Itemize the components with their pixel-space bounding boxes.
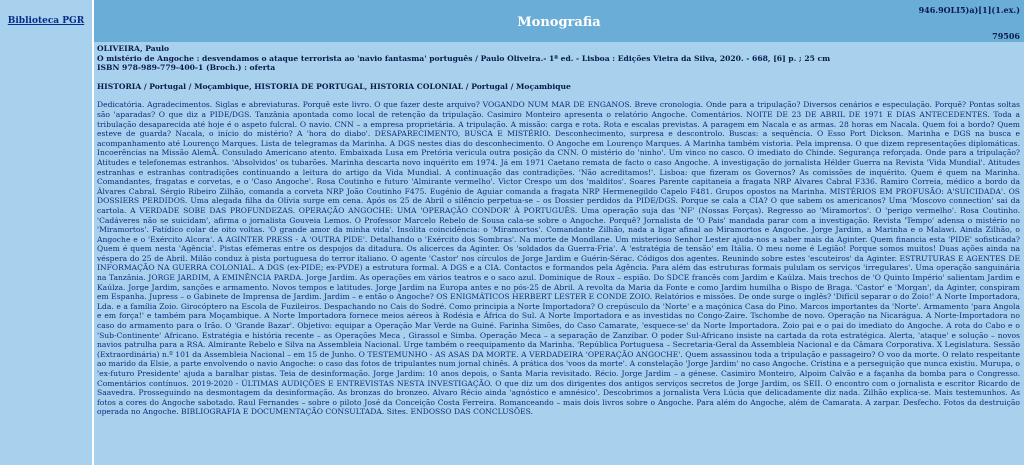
library-home-link[interactable]: Biblioteca PGR	[7, 16, 85, 26]
author: OLIVEIRA, Paulo	[97, 44, 170, 53]
bibliographic-block	[97, 44, 1020, 73]
page-title: Monografia	[517, 15, 601, 30]
summary: Dedicatória. Agradecimentos. Siglas e abreviaturas. Porquê este livro. O que fazer deste arquivo? VOGANDO NUM MAR DE ENGANOS. Breve cronologia. Onde para a tripulação? Diversos cenários e especulação. Porquê? Pontas soltas são 'aparadas? O que diz a PIDE/DGS. Tanzânia apontada como local de retenção da tripulação. Casimiro Monteiro apresenta o relatório Angoche. Comentários. NOITE DE 23 DE ABRIL DE 1971 E DIAS ANTECEDENTES. Toda a tribulação desaparecida até hoje é o aspeto fulcral. O navio. CNN – a empresa proprietária. A tripulação. A missão: carga e rota. Rota e escalas previstas. A paragem em Nacala e as armas. 28 horas em Nacala. Quem foi a bordo? Quem esteve de guarda? Nacala, o início do mistério? A 'hora do diabo'. DESAPARECIMENTO, BUSCA E MISTÉRIO. Desconhecimento, surpresa e descontrolo. Buscas: a sequência. O Esso Port Dickson. Marinha e DGS na busca e acompanhamento até Lourenço Marques. Lista de telegramas da Marinha. A DGS nestes dias do desconhecimento. O Angoche em Lourenço Marques. A Marinha também vistoria. Pela imprensa. O que dizem representações diplomáticas. Incoerências na Missão AlemÃ. Consulado Americano atento. Embaixada Lusa em Pretória vericula outra posição da CNN. O mistério do 'ninho'. Um vinco no casco. O imediato do Chinde. Segurança reforçada. Onde para a tripulação? Atitudes e telefonemas estranhos. 'Absolvidos' os tubarões. Marinha descarta novo inquérito em 1974. Já em 1971 Caetano remata de facto o caso Angoche. A investigação do jornalista Hélder Guerra na Revista 'Vida Mundial'. Atitudes estranhas e estranhas contradições continuando a leitura do artigo da Vida Mundial. A continuação das contradições. 'Não acreditamos!'. Lisboa: que fizeram os Governos? As comissões de inquérito. Quem é quem na Marinha. Comandantes, fragatas e corvetas, e o 'Caso Angoche'. Rosa Coutinho e futuro 'Almirante vermelho'. Victor Crespo um dos 'malditos'. Soares Parente capitaneia a fragata NRP Alvares Cabral F336. Ramiro Correia, médico a bordo da Álvares Cabral. Sérgio Ribeiro Zilhão, comanda a corveta NRP João Coutinho F475. Eugénio de Aguiar comanda a fragata NRP Hermenegildo Capelo F481. Grupos opostos na Marinha. MISTÉRIOS EM PROFUSÃO: A'SUICIDADA'. OS DOSSIERS PERDIDOS. Uma alegada filha da Olívia surge em cena. Após os 25 de Abril o silêncio perpetua-se – os Dossier perdidos da PIDE/DGS. Porque se cala a CIA? O que sabem os americanos? Uma 'Moscovo connection' sai da cartola. A VERDADE SOBE DAS PROFUNDEZAS. OPERAÇÃO ANGOCHE: UMA 'OPERAÇÃO CONDOR' À PORTUGUÊS. Uma operação suja das 'NF' (Nossas Forças). Regresso ao 'Miramortos'. O 'perigo vermelho'. Rosa Coutinho. 'Cadáveres não se suicidam', afirma o jornalista Gouveia Lemos. O Professor Marcelo Rebelo de Sousa cala-se sobre o Angoche. Porquê? Jornalista de 'O Pais' mandada parar com a investigação. Revista 'Tempo' adensa o mistério no 'Miramortos'. Fatídico colar de oito voltas. 'O grande amor da minha vida'. Insólita coincidência: o 'Miramortos'. Comandante Zilhão, nada a ligar afinal ao Miramortos e Angoche. Jorge Jardim, a Marinha e o Malawi. Ainda Zilhão, o Angoche e o 'Exército Alcora'. A AGINTER PRESS - A 'OUTRA PIDE'. Detalhando o 'Exército dos Sombras'. Na morte de Mondlane. Um misterioso Senhor Lester ajuda-nos a saber mais da Aginter. Quem financia esta 'PIDE' sofisticada? Quem é quem nesta 'Agência'. Pistas efémeras entre os despojos da ditadura. Os alicerces da Aginter. Os 'soldados da Guerra-Fria'. A 'estratégia de tensão' em Itália. O meu nome é Legião! Porque somos muitos! Duas ações ainda na véspera do 25 de Abril. Milão conduz à pista portuguesa do terror italiano. O agente 'Castor' nos círculos de Jorge Jardim e Guérin-Sérac. Códigos dos agentes. Reunindo sobre estes 'escuteiros' da Aginter. ESTRUTURAS E AGENTES DE INFORMAÇÃO NA GUERRA COLONIAL. A DGS (ex-PIDE; ex-PVDE) a estrutura formal. A DGS e a CIA. Contactos e formandos pela Agência. Para além das estruturas formais pululam os serviços 'irregulares'. Uma operação sanguinária na Tanzânia. JORGE JARDIM, A EMINÊNCIA PARDA. Jorge Jardim. As operações em vários teatros e o saco azul. Dominique de Roux – espião. Do SDCE francês com Jardim e Kaúlza. Mais trechos de 'O Quinto Império' salientam Jardim e Kaúlza. Jorge Jardim, sanções e armamento. Novos tempos e latitudes. Jorge Jardim na Europa antes e no pós-25 de Abril. A revolta da Maria da Fonte e como Jardim humilha o Bispo de Braga. 'Castor' e 'Morgan', da Aginter, conspiram em Espanha. Jupress – o Gabinete de Imprensa de Jardim. Jardim – e então o Angoche? OS ENIGMÁTICOS HERBERT LESTER E CONDE ZOIO. Relatórios e missões. De onde surge o inglês? 'Difícil separar o do Zoio!' A Norte Importadora, Lda. e a família Zoio. Girocóptero na Escola de Fuzileiros. Despachando no Cais do Sodré. Como principia a Norte Importadora? O crepúsculo da 'Norte' e a maçónica Casa do Pino. Marcos importantes da 'Norte'. Armamento 'para Angola e em força!' e também para Moçambique. A Norte Importadora fornece meios aéreos à Rodésia e África do Sul. A Norte Importadora e as investidas no Congo-Zaire. Tschombe de novo. Operação na Nicarágua. A Norte-Importadora no caso do armamento para o Irão. O 'Grande Bazar'. Objetivo: equipar a Operação Mar Verde na Guiné. Farinha Simões, do Caso Camarate, 'esquece-se' da Norte Importadora. Zoio pai e o pai do imediato do Angoche. A rota do Cabo e o 'Sub-Continente' Africano. Estratégia e história recente – as Operações Meca , Girassol e Simba. Operação Meca – a separação de Zanzibar. O poder Sul-Africano insiste na cartada da rota estratégica. Alerta, 'ataque' e solução – novos navios patrulha para a RSA. Almirante Rebelo e Silva na Assembleia Nacional. Urge também o reequipamento da Marinha. 'República Portuguesa – Secretaria-Geral da Assembleia Nacional e da Câmara Corporativa. X Legislatura. Sessão (Extraordinária) n.º 101 da Assembleia Nacional – em 15 de Junho. O TESTEMUNHO - AS ASAS DA MORTE. A VERDADEIRA 'OPERAÇÃO ANGOCHE'. Quem assassinou toda a tripulação e passageiro? O voo da morte. O relato respeitante ao marido da Elsie, a parte envolvendo o navio Angoche: o caso das fotos de tripulantes num jornal chinês. A prática dos 'voos da morte'. A constelação 'Jorge Jardim' no caso Angoche. Cristina e a perseguição que nunca existiu. Murupa, o 'ex-futuro Presidente' ajuda a baralhar pistas. Teia de desinformação. Jorge Jardim: 10 anos depois, o Santa Maria revisitado. Récio. Jorge Jardim – a génese. Casimiro Monteiro, Alpoim Calvão e a façanha da bomba para o Congresso. Comentários contínuos. 2019-2020 - ÚLTIMAS AUDIÇÕES E ENTREVISTAS NESTA INVESTIGAÇÃO. O que diz um dos dirigentes dos antigos serviços secretos de Jorge Jardim, os SEII. O encontro com o jornalista e escritor Ricardo de Saavedra. Prosseguindo na desmontagem da desinformação. As bronzas do bronzeo. Alvaro Récio ainda 'agnóstico e amnésico'. Descobrimos a jornalista Vera Lúcia que delicadamente diz nada. Zilhão explica-se. Mais testemunhos. As fotos a cores do Angoche sabotado. Raul Fernandes – sobre o piloto José da Conceição Costa Ferreira. Romanceando – mais dois livros sobre o Angoche. Para além do Angoche, além de Camarata. A zarpar. Desfecho. Fotos da destruição operada no Angoche. BIBLIOGRAFIA E DOCUMENTAÇÃO CONSULTADA. Sites. ENDOSSO DAS CONCLUSÕES.	[97, 100, 1020, 417]
shelfmark: 946.9OLI5)a)[1](1.ex.)	[918, 5, 1020, 15]
body-row	[0, 42, 1024, 465]
header-row	[0, 0, 1024, 42]
record-content	[94, 42, 1024, 465]
left-strip	[0, 42, 94, 465]
subjects: HISTORIA / Portugal / Moçambique, HISTORIA DE PORTUGAL, HISTORIA COLONIAL / Portugal / Moçambique	[97, 81, 571, 91]
isbn: ISBN 978-989-779-400-1 (Broch.) : oferta	[97, 63, 276, 73]
nav-cell	[0, 0, 94, 42]
record-number: 79506	[992, 31, 1020, 41]
title-line: O mistério de Angoche : desvendamos o ataque terrorista ao 'navio fantasma' português / Paulo Oliveira.- 1ª ed. - Lisboa : Edições Vieira da Silva, 2020. - 668, [6] p. ; 25 cm	[97, 53, 831, 63]
title-bar	[94, 0, 1024, 42]
